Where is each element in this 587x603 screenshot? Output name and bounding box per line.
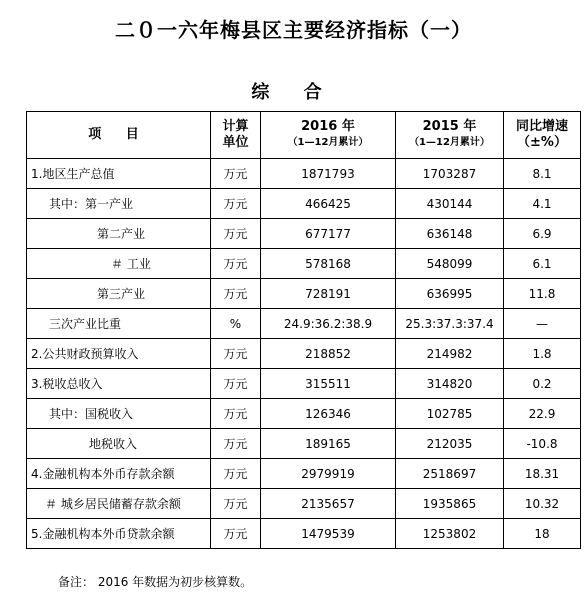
row-value-2016: 578168 — [261, 249, 396, 279]
row-item: 4.金融机构本外币存款余额 — [27, 459, 211, 489]
table-row — [27, 309, 581, 339]
row-item: 1.地区生产总值 — [27, 159, 211, 189]
header-2015-label: 2015 年 — [422, 119, 477, 134]
row-item: 其中：第一产业 — [27, 189, 211, 219]
row-unit: 万元 — [211, 459, 261, 489]
row-yoy: 0.2 — [504, 369, 581, 399]
row-yoy: 18 — [504, 519, 581, 549]
table-row — [27, 249, 581, 279]
row-unit: 万元 — [211, 189, 261, 219]
row-item: 地税收入 — [27, 429, 211, 459]
header-yoy-line2: （±%） — [517, 135, 567, 150]
page-title: 二０一六年梅县区主要经济指标（一） — [115, 18, 472, 42]
row-unit: 万元 — [211, 339, 261, 369]
footnote: 备注： 2016 年数据为初步核算数。 — [58, 575, 253, 589]
row-value-2016: 218852 — [261, 339, 396, 369]
header-2016-label: 2016 年 — [301, 119, 355, 134]
row-value-2015: 636995 — [396, 279, 504, 309]
row-unit: 万元 — [211, 159, 261, 189]
row-value-2016: 2979919 — [261, 459, 396, 489]
header-2015-sub: （1—12月累计） — [409, 137, 490, 148]
table-row — [27, 159, 581, 189]
row-value-2015: 212035 — [396, 429, 504, 459]
row-unit: 万元 — [211, 489, 261, 519]
header-yoy — [504, 112, 581, 159]
row-item: 5.金融机构本外币贷款余额 — [27, 519, 211, 549]
header-2016 — [261, 112, 396, 159]
table-row — [27, 429, 581, 459]
row-value-2016: 728191 — [261, 279, 396, 309]
row-value-2016: 1479539 — [261, 519, 396, 549]
row-yoy: -10.8 — [504, 429, 581, 459]
header-2015 — [396, 112, 504, 159]
row-yoy: 10.32 — [504, 489, 581, 519]
row-value-2016: 2135657 — [261, 489, 396, 519]
row-value-2015: 1253802 — [396, 519, 504, 549]
table-row — [27, 459, 581, 489]
header-item: 项 目 — [27, 112, 211, 159]
row-value-2015: 430144 — [396, 189, 504, 219]
row-unit: 万元 — [211, 399, 261, 429]
row-unit: 万元 — [211, 429, 261, 459]
table-row — [27, 339, 581, 369]
row-yoy: 22.9 — [504, 399, 581, 429]
row-value-2015: 636148 — [396, 219, 504, 249]
row-yoy: — — [504, 309, 581, 339]
section-subtitle: 综 合 — [251, 82, 336, 103]
row-yoy: 1.8 — [504, 339, 581, 369]
indicator-table — [26, 111, 581, 549]
row-yoy: 6.1 — [504, 249, 581, 279]
header-unit-line1: 计算 — [222, 119, 249, 134]
row-item: 2.公共财政预算收入 — [27, 339, 211, 369]
row-value-2015: 1935865 — [396, 489, 504, 519]
row-value-2016: 315511 — [261, 369, 396, 399]
row-item: 其中：国税收入 — [27, 399, 211, 429]
row-item: 3.税收总收入 — [27, 369, 211, 399]
row-value-2015: 25.3:37.3:37.4 — [396, 309, 504, 339]
row-value-2016: 24.9:36.2:38.9 — [261, 309, 396, 339]
row-item: 第二产业 — [27, 219, 211, 249]
table-row — [27, 369, 581, 399]
row-value-2016: 1871793 — [261, 159, 396, 189]
row-value-2016: 126346 — [261, 399, 396, 429]
table-row — [27, 189, 581, 219]
row-unit: 万元 — [211, 249, 261, 279]
row-unit: 万元 — [211, 279, 261, 309]
table-header-row — [27, 112, 581, 159]
row-unit: 万元 — [211, 519, 261, 549]
row-value-2015: 214982 — [396, 339, 504, 369]
row-value-2016: 189165 — [261, 429, 396, 459]
row-unit: 万元 — [211, 219, 261, 249]
row-unit: % — [211, 309, 261, 339]
table-row — [27, 219, 581, 249]
row-item: 第三产业 — [27, 279, 211, 309]
row-item: ＃ 工业 — [27, 249, 211, 279]
row-yoy: 8.1 — [504, 159, 581, 189]
row-value-2016: 466425 — [261, 189, 396, 219]
table-row — [27, 489, 581, 519]
table-row — [27, 399, 581, 429]
table-row — [27, 279, 581, 309]
table-row — [27, 519, 581, 549]
row-yoy: 6.9 — [504, 219, 581, 249]
header-yoy-line1: 同比增速 — [515, 119, 568, 134]
row-unit: 万元 — [211, 369, 261, 399]
row-item: 三次产业比重 — [27, 309, 211, 339]
row-value-2015: 314820 — [396, 369, 504, 399]
row-value-2015: 548099 — [396, 249, 504, 279]
header-unit-line2: 单位 — [222, 135, 249, 150]
header-2016-sub: （1—12月累计） — [287, 137, 369, 148]
row-yoy: 11.8 — [504, 279, 581, 309]
row-yoy: 4.1 — [504, 189, 581, 219]
row-value-2015: 2518697 — [396, 459, 504, 489]
row-value-2015: 1703287 — [396, 159, 504, 189]
row-yoy: 18.31 — [504, 459, 581, 489]
header-unit — [211, 112, 261, 159]
row-value-2015: 102785 — [396, 399, 504, 429]
row-value-2016: 677177 — [261, 219, 396, 249]
row-item: ＃ 城乡居民储蓄存款余额 — [27, 489, 211, 519]
